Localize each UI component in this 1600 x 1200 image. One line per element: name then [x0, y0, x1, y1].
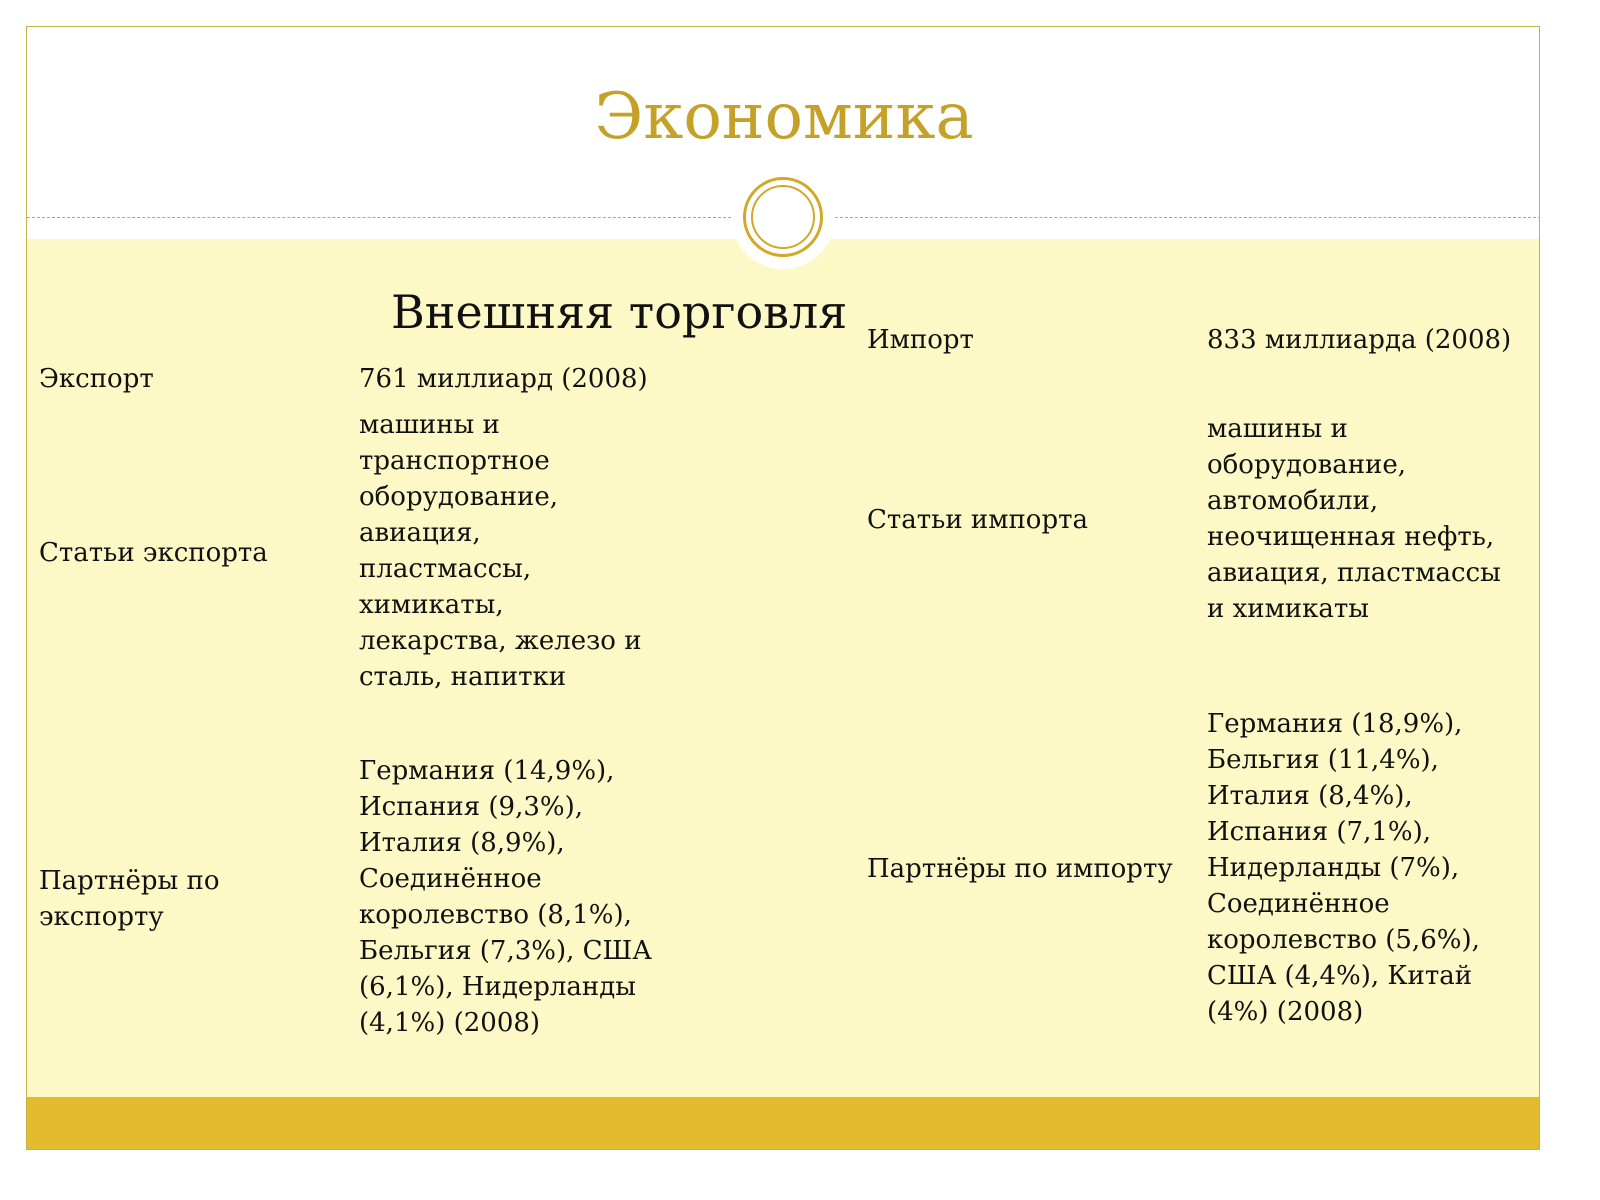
- slide: [26, 26, 1540, 1150]
- import-partners-label: Партнёры по импорту: [867, 854, 1173, 884]
- export-items-value: машины и транспортное оборудование, авиация, пластмассы, химикаты, лекарства, железо и сталь, напитки: [359, 410, 642, 692]
- section-subtitle: Внешняя торговля: [391, 285, 848, 339]
- circle-ornament-icon: [743, 177, 823, 257]
- export-label: Экспорт: [39, 364, 154, 394]
- export-partners-label: Партнёры по экспорту: [39, 866, 220, 932]
- import-items-label: Статьи импорта: [867, 505, 1088, 535]
- circle-ornament-inner: [751, 185, 815, 249]
- import-partners-value: Германия (18,9%), Бельгия (11,4%), Италия (8,4%), Испания (7,1%), Нидерланды (7%), Соединённое королевство (5,6%), США (4,4%), Китай (4%) (2008): [1207, 709, 1480, 1027]
- import-items-value: машины и оборудование, автомобили, неочищенная нефть, авиация, пластмассы и химикаты: [1207, 414, 1501, 624]
- export-value: 761 миллиард (2008): [359, 364, 648, 394]
- title-divider-right: [835, 217, 1540, 218]
- export-items-label: Статьи экспорта: [39, 538, 268, 568]
- title-divider-left: [27, 217, 731, 218]
- export-partners-value: Германия (14,9%), Испания (9,3%), Италия (8,9%), Соединённое королевство (8,1%), Бельгия (7,3%), США (6,1%), Нидерланды (4,1%) (2008): [359, 756, 652, 1038]
- import-label: Импорт: [867, 325, 974, 355]
- footer-bar: [27, 1097, 1540, 1150]
- import-value: 833 миллиарда (2008): [1207, 325, 1512, 355]
- slide-title: Экономика: [594, 80, 974, 154]
